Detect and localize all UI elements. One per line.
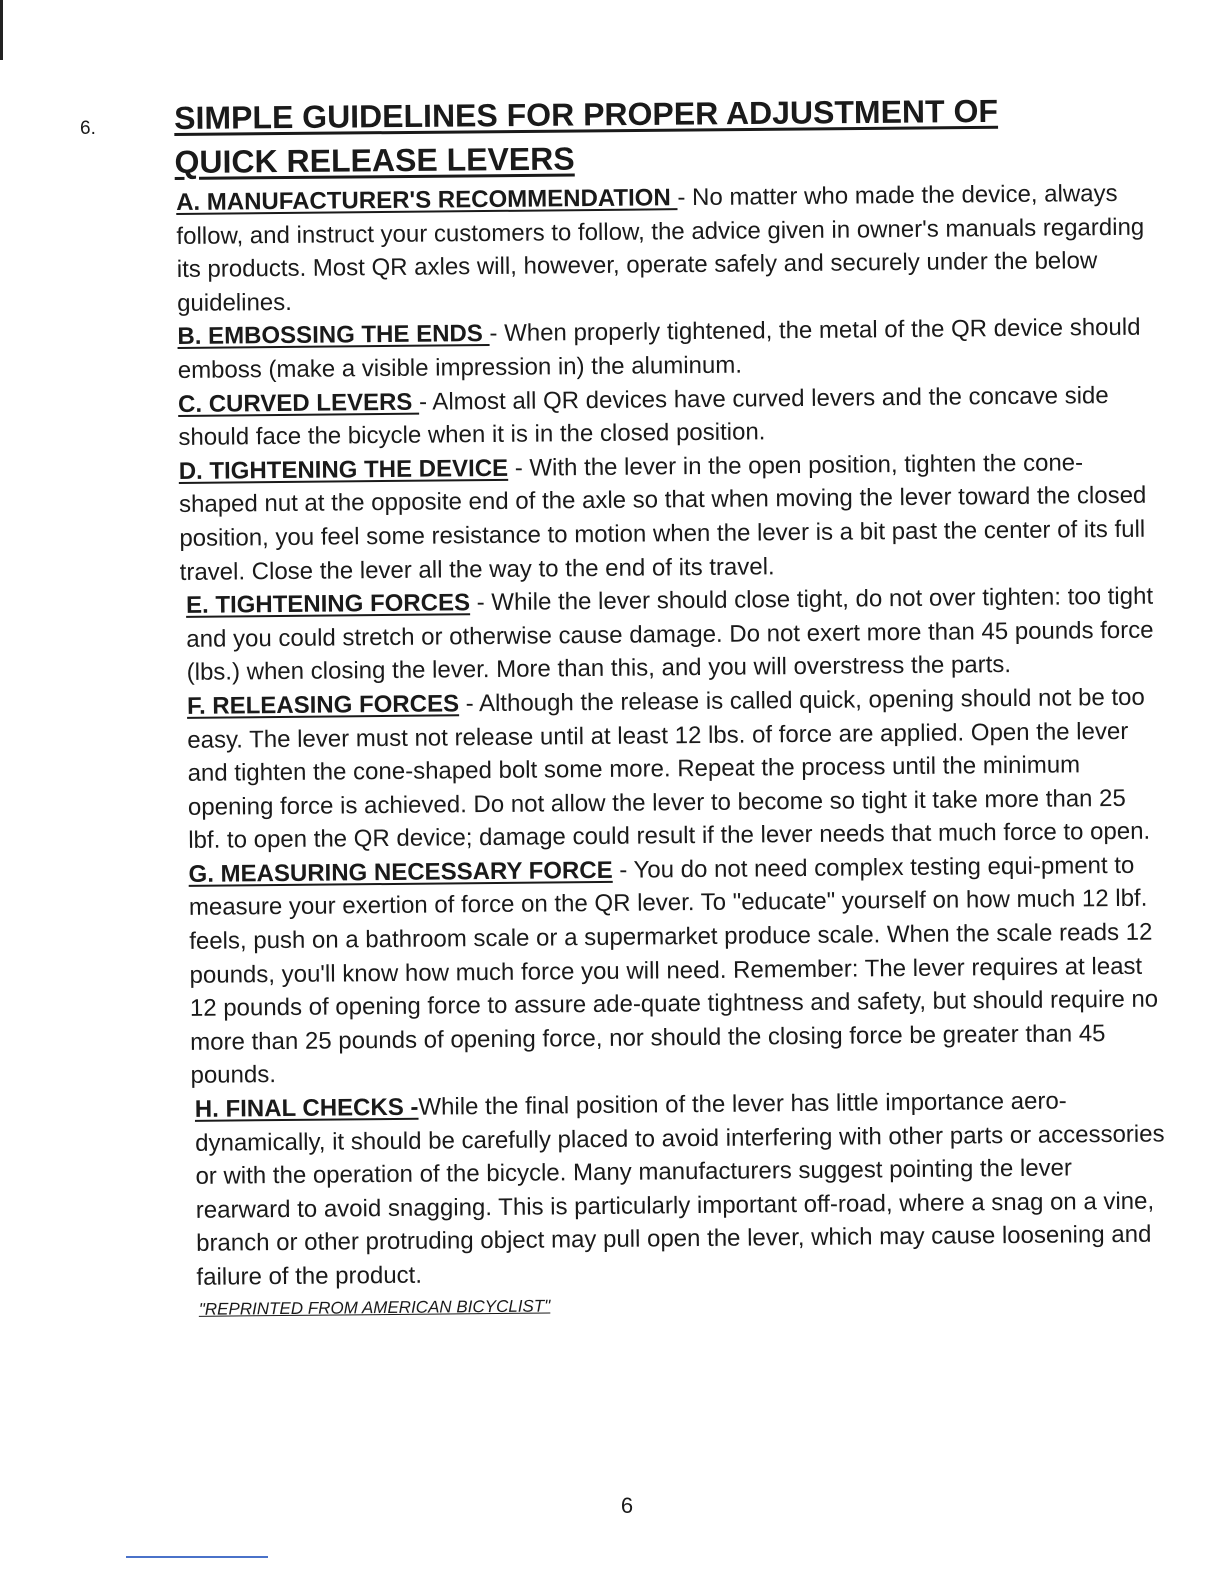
guideline-h	[185, 1084, 1167, 1295]
footer-rule	[126, 1556, 268, 1558]
page-number: 6	[620, 1493, 634, 1518]
guideline-heading: A. MANUFACTURER'S RECOMMENDATION	[176, 184, 678, 216]
guideline-heading: C. CURVED LEVERS	[177, 388, 420, 418]
guideline-text: - Almost all QR devices have curved levers and the concave side should face the bicycle when it is in the closed position.	[178, 381, 1109, 452]
guidelines-body	[176, 177, 1167, 1321]
reprint-credit: "REPRINTED FROM AMERICAN BICYCLIST"	[198, 1296, 551, 1319]
guideline-text: - When properly tightened, the metal of the QR device should emboss (make a visible impression in) the aluminum.	[177, 314, 1141, 384]
guideline-d	[179, 445, 1160, 589]
guideline-text: While the final position of the lever has little importance aero-dynamically, it should be carefully placed to avoid interfering with other parts or accessories or with the operation of the bicycle. Many manufacturers suggest pointing the lever rearward to avoid snagging. This is particularly important off-road, where a snag on a vine, branch or other protruding object may pull open the lever, which may cause loosening and failure of the product.	[195, 1087, 1165, 1291]
guideline-heading: B. EMBOSSING THE ENDS	[177, 320, 490, 351]
title-line-1: SIMPLE GUIDELINES FOR PROPER ADJUSTMENT OF	[174, 92, 999, 136]
guideline-text: - Although the release is called quick, opening should not be too easy. The lever must not release until at least 12 lbs. of force are applied. Open the lever and tighten the cone-shaped bolt some more. Repeat the process until the minimum opening force is achieved. Do not allow the lever to become so tight it take more than 25 lbf. to open the QR device; damage could result if the lever needs that much force to open.	[187, 683, 1151, 855]
guideline-heading: D. TIGHTENING THE DEVICE	[178, 454, 509, 485]
guideline-heading: F. RELEASING FORCES	[186, 690, 460, 720]
title-line-2: QUICK RELEASE LEVERS	[174, 140, 575, 180]
guideline-a	[176, 177, 1157, 321]
guideline-heading: G. MEASURING NECESSARY FORCE	[188, 856, 613, 888]
guideline-e	[180, 580, 1161, 690]
guideline-text: - No matter who made the device, always follow, and instruct your customers to follow, the advice given in owner's manuals regarding its products. Most QR axles will, however, operate safely and securely under the below guidelines.	[176, 179, 1145, 317]
guideline-f	[181, 680, 1163, 857]
guideline-heading: H. FINAL CHECKS -	[194, 1093, 419, 1123]
guideline-heading: E. TIGHTENING FORCES	[185, 589, 471, 620]
guideline-c	[178, 378, 1159, 455]
page-title	[174, 88, 1135, 184]
guideline-b	[177, 311, 1158, 388]
guideline-text: - With the lever in the open position, tighten the cone-shaped nut at the opposite end of the axle so that when moving the lever toward the closed position, you feel some resistance to motion when the lever is a bit past the center of its full travel. Close the lever all the way to the end of its travel.	[178, 449, 1147, 586]
scan-edge-line	[0, 0, 3, 60]
guideline-text: - You do not need complex testing equi-pment to measure your exertion of force on the QR lever. To "educate" yourself on how much 12 lbf. feels, push on a bathroom scale or a supermarket produce scale. When the scale reads 12 pounds, you'll know how much force you will need. Remember: The lever requires at least 12 pounds of opening force to assure ade-quate tightness and safety, but should require no more than 25 pounds of opening force, nor should the closing force be greater than 45 pounds.	[188, 851, 1159, 1090]
guideline-text: - While the lever should close tight, do not over tighten: too tight and you could stretch or otherwise cause damage. Do not exert more than 45 pounds force (lbs.) when closing the lever. More than this, and you will overstress the parts.	[186, 582, 1154, 687]
guideline-g	[182, 848, 1164, 1093]
section-number: 6.	[80, 118, 96, 139]
